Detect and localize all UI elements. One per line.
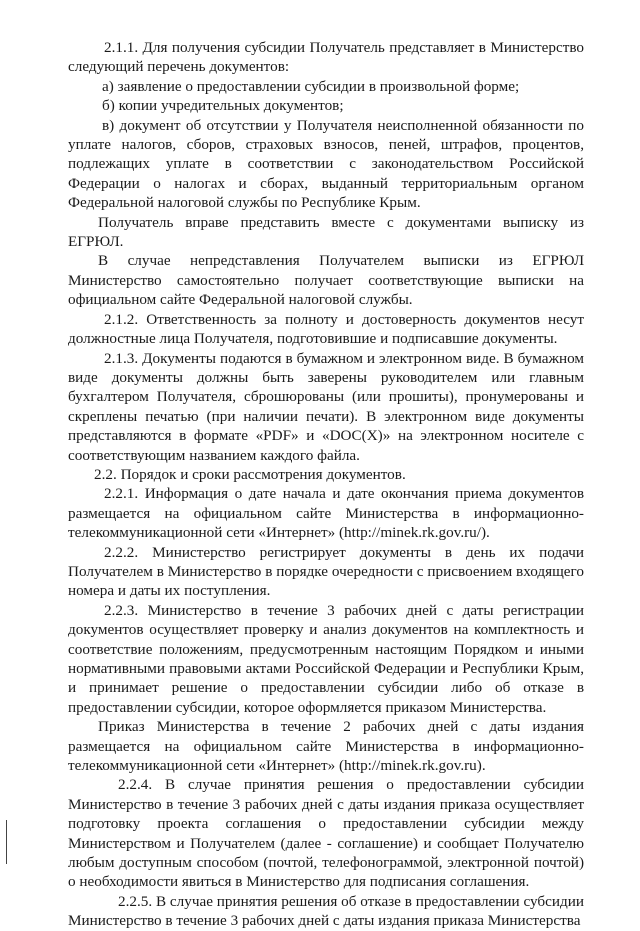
clause-2-2-1: 2.2.1. Информация о дате начала и дате окончания приема документов размещается на официальном сайте Министерства в информационно-телекоммуникационной сети «Интернет» (http://minek.rk.gov.ru/). xyxy=(68,485,584,542)
list-item-v: в) документ об отсутствии у Получателя неисполненной обязанности по уплате налогов, сборов, страховых взносов, пеней, штрафов, процентов, подлежащих уплате в соответствии с законодательством Российской Федерации о налогах и сборах, выданный территориальным органом Федеральной налоговой службы по Республике Крым. xyxy=(68,116,584,212)
clause-2-2-5: 2.2.5. В случае принятия решения об отказе в предоставлении субсидии Министерство в течение 3 рабочих дней с даты издания приказа Министерства xyxy=(68,892,584,930)
egrul-absence-note: В случае непредставления Получателем выписки из ЕГРЮЛ Министерство самостоятельно получает соответствующие выписки на официальном сайте Федеральной налоговой службы. xyxy=(68,252,584,309)
clause-2-1-1: 2.1.1. Для получения субсидии Получатель представляет в Министерство следующий перечень документов: xyxy=(68,39,584,76)
scan-edge-mark xyxy=(6,820,7,864)
order-publication-note: Приказ Министерства в течение 2 рабочих дней с даты издания размещается на официальном сайте Министерства в информационно-телекоммуникационной сети «Интернет» (http://minek.rk.gov.ru). xyxy=(68,718,584,775)
clause-2-1-2: 2.1.2. Ответственность за полноту и достоверность документов несут должностные лица Получателя, подготовившие и подписавшие документы. xyxy=(68,310,584,348)
list-item-b: б) копии учредительных документов; xyxy=(102,97,344,115)
egrul-note: Получатель вправе представить вместе с документами выписку из ЕГРЮЛ. xyxy=(68,213,584,251)
clause-2-1-3: 2.1.3. Документы подаются в бумажном и электронном виде. В бумажном виде документы должны быть заверены руководителем или главным бухгалтером Получателя, сброшюрованы (или прошиты), пронумерованы и скреплены печатью (при наличии печати). В электронном виде документы представляются в формате «PDF» и «DOC(X)» на электронном носителе с соответствующим названием каждого файла. xyxy=(68,349,584,464)
section-2-2-heading: 2.2. Порядок и сроки рассмотрения документов. xyxy=(94,465,406,483)
list-item-a: а) заявление о предоставлении субсидии в произвольной форме; xyxy=(102,77,520,95)
clause-2-2-2: 2.2.2. Министерство регистрирует документы в день их подачи Получателем в Министерство в порядке очередности с присвоением входящего номера и даты их поступления. xyxy=(68,543,584,600)
clause-2-2-4: 2.2.4. В случае принятия решения о предоставлении субсидии Министерство в течение 3 рабочих дней с даты издания приказа осуществляет подготовку проекта соглашения о предоставлении субсидии между Министерством и Получателем (далее - соглашение) и сообщает Получателю любым доступным способом (почтой, телефонограммой, электронной почтой) о необходимости явиться в Министерство для подписания соглашения. xyxy=(68,776,584,891)
clause-2-2-3: 2.2.3. Министерство в течение 3 рабочих дней с даты регистрации документов осуществляет проверку и анализ документов на комплектность и соответствие положениям, предусмотренным настоящим Порядком и иными нормативными правовыми актами Российской Федерации и Республики Крым, и принимает решение о предоставлении субсидии либо об отказе в предоставлении субсидии, которое оформляется приказом Министерства. xyxy=(68,601,584,716)
